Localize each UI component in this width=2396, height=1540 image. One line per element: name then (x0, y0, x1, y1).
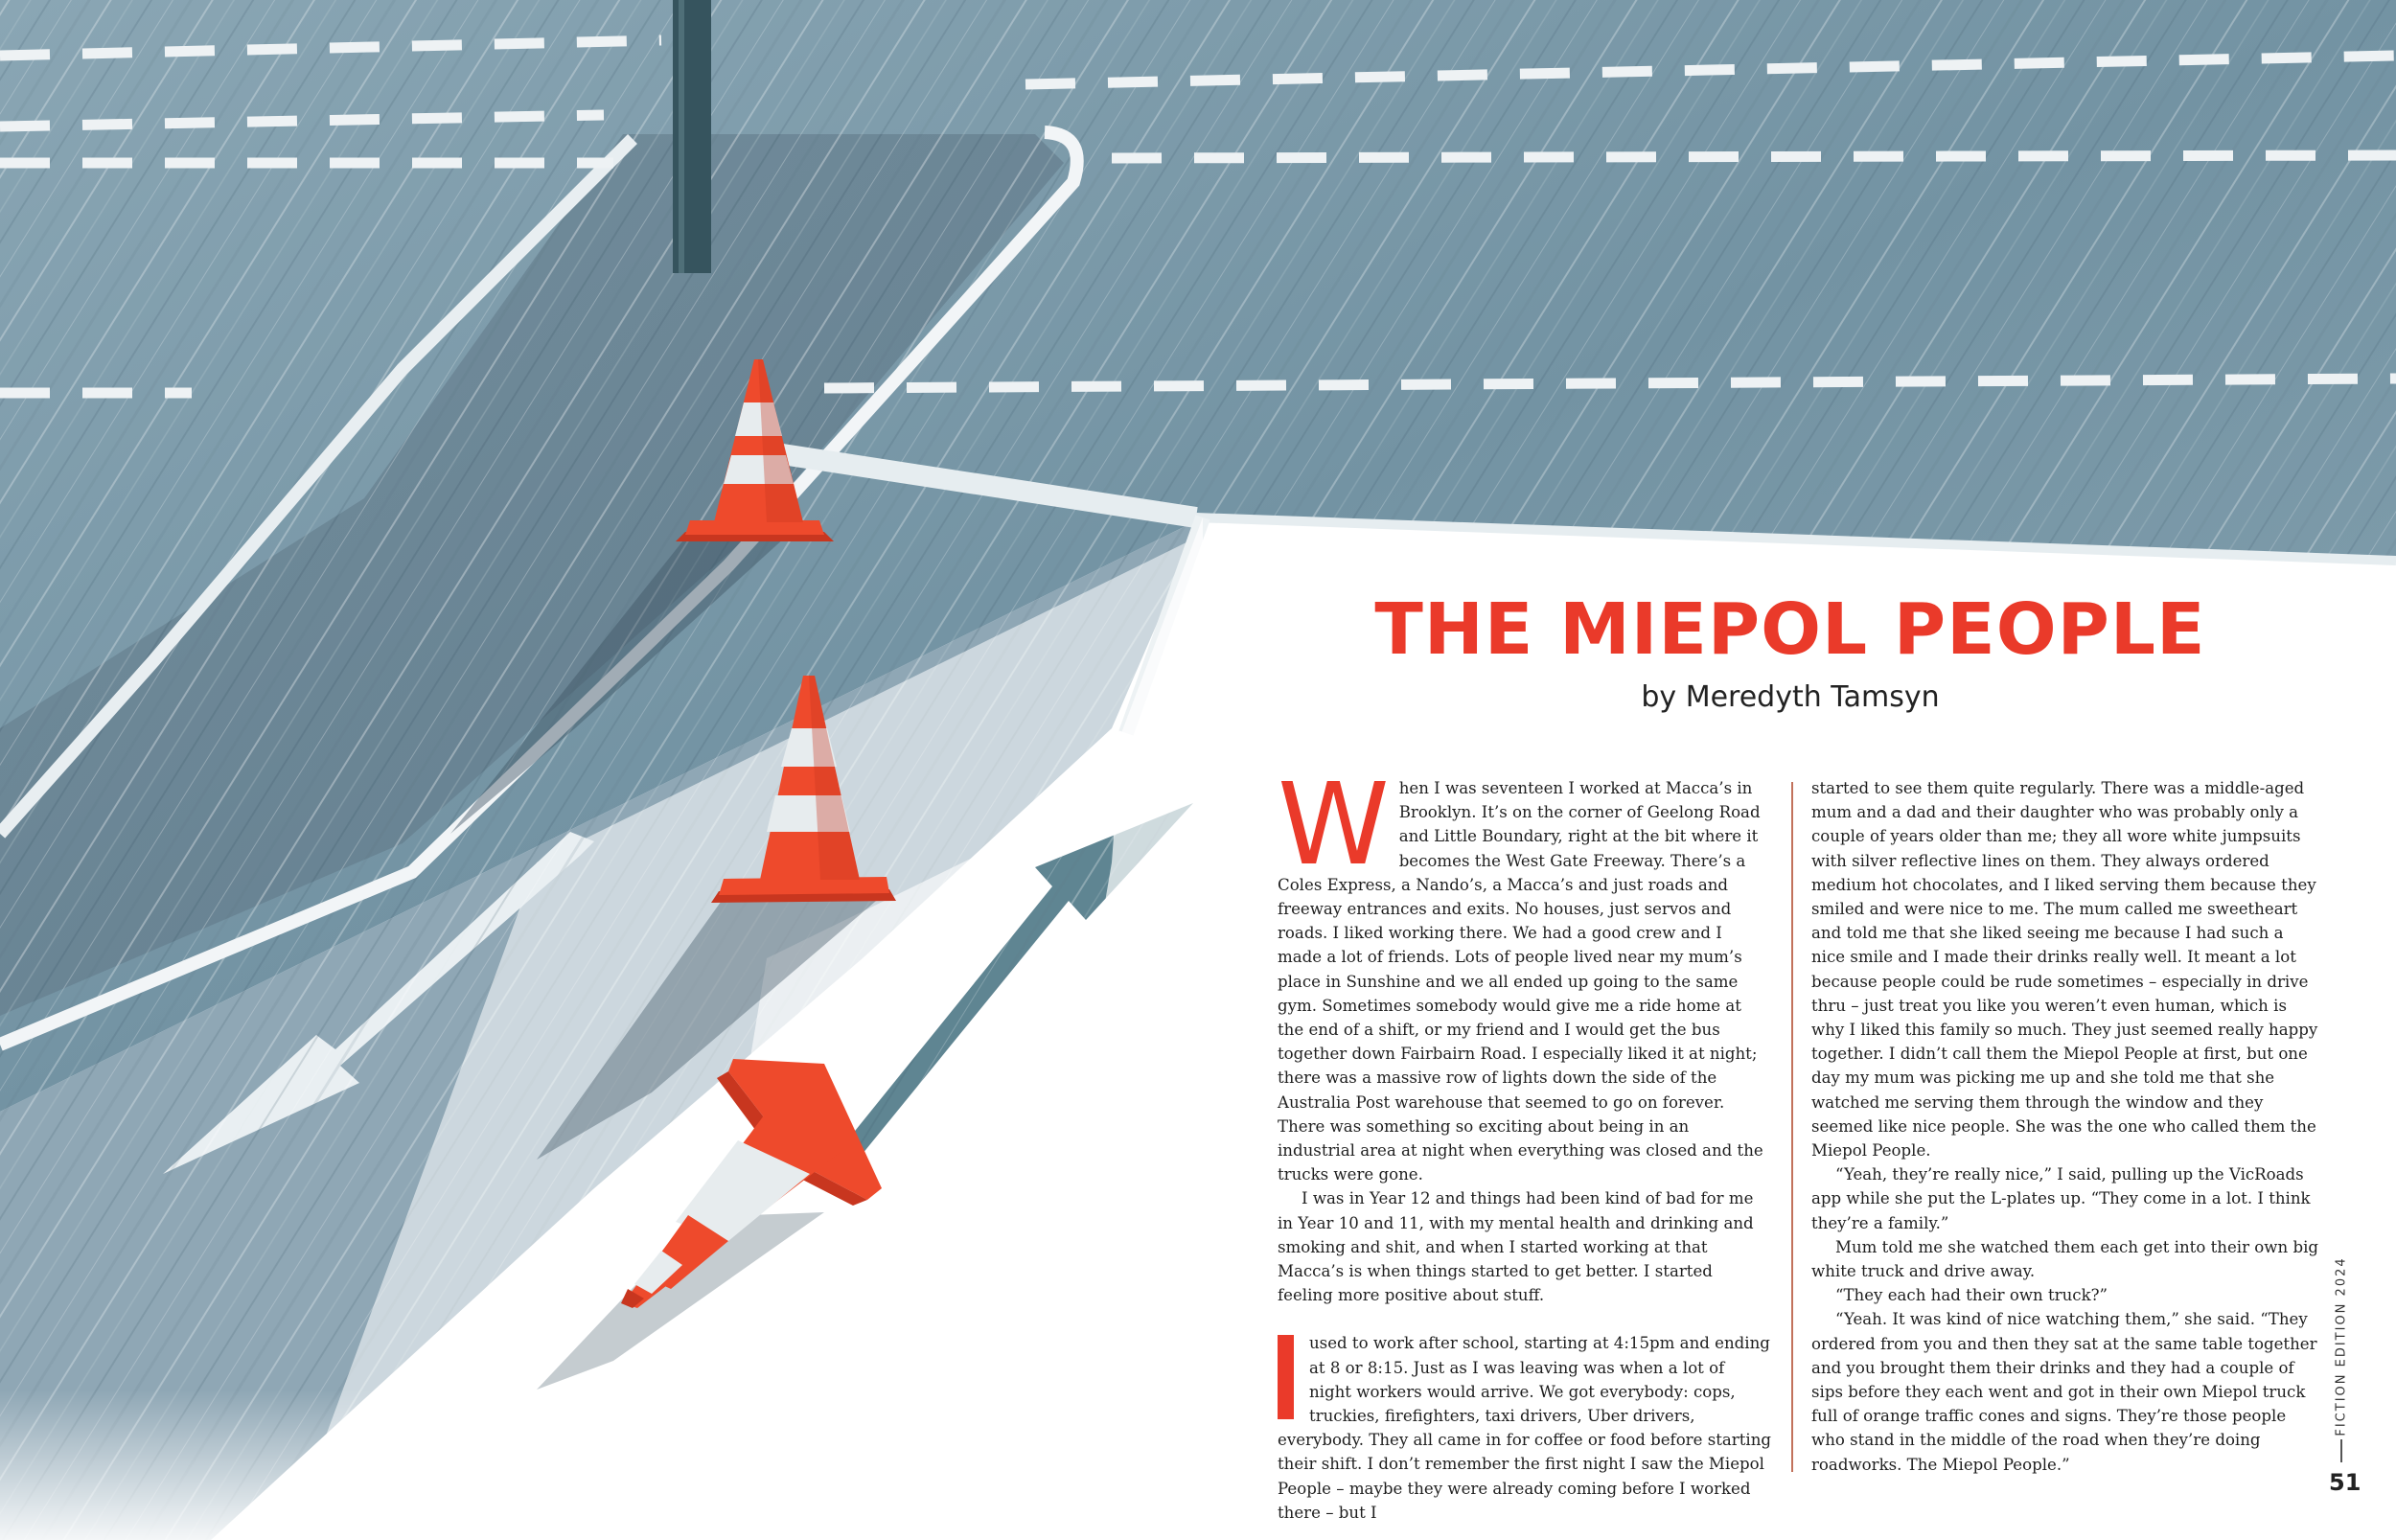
drop-cap: W (1278, 758, 1390, 890)
drop-cap (1278, 1335, 1294, 1419)
folio-divider (2340, 1439, 2342, 1462)
article-paragraph: I was in Year 12 and things had been kind of bad for me in Year 10 and 11, with my mental health and drinking and smoking and shit, and when I started working at that Macca’s is when things started to get better. I started feeling more positive about stuff. (1278, 1189, 1754, 1305)
column-divider (1791, 782, 1793, 1472)
article-paragraph: started to see them quite regularly. There was a middle-aged mum and a dad and their daughter who was probably only a couple of years older than me; they all wore white jumpsuits with silver reflective lines on them. They always ordered medium hot chocolates, and I liked serving them because they smiled and were nice to me. The mum called me sweetheart and told me that she liked seeing me because I had such a nice smile and I made their drinks really well. It meant a lot because people could be rude sometimes – especially in drive thru – just treat you like you weren’t even human, which is why I liked this family so much. They just seemed really happy together. I didn’t call them the Miepol People at first, but one day my mum was picking me up and she told me that she watched me serving them through the window and they seemed like nice people. She was the one who called them the Miepol People. (1811, 779, 2318, 1161)
article-column-1 (1278, 758, 1772, 1525)
article-paragraph: Mum told me she watched them each get into their own big white truck and drive away. (1811, 1237, 2319, 1281)
paragraph-text: used to work after school, starting at 4:15pm and ending at 8 or 8:15. Just as I was leaving was when a lot of night workers would arrive. We got everybody: cops, truckies, firefighters, taxi drivers, Uber drivers, everybody. They all came in for coffee or food before starting their shift. I don’t remember the first night I saw the Miepol People – maybe they were already coming before I worked there – but I (1278, 1334, 1772, 1522)
page-number: 51 (2329, 1469, 2361, 1496)
edition-label: FICTION EDITION 2024 (2334, 1256, 2349, 1437)
paragraph-text: hen I was seventeen I worked at Macca’s in Brooklyn. It’s on the corner of Geelong Road and Little Boundary, right at the bit where it becomes the West Gate Freeway. There’s a Coles Express, a Nando’s, a Macca’s and just roads and freeway entrances and exits. No houses, just servos and roads. I liked working there. We had a good crew and I made a lot of friends. Lots of people lived near my mum’s place in Sunshine and we all ended up going to the same gym. Sometimes somebody would give me a ride home at the end of a shift, or my friend and I would get the bus together down Fairbairn Road. I especially liked it at night; there was a massive row of lights down the side of the Australia Post warehouse that seemed to go on forever. There was something so exciting about being in an industrial area at night when everything was closed and the trucks were gone. (1278, 779, 1763, 1184)
article-paragraph: “They each had their own truck?” (1835, 1286, 2108, 1305)
article-paragraph (1278, 758, 1771, 1186)
article-paragraph (1278, 1331, 1771, 1525)
article-column-2 (1811, 776, 2319, 1477)
article-paragraph: “Yeah. It was kind of nice watching them,” she said. “They ordered from you and then they sat at the same table together and you brought them their drinks and they had a couple of sips before they each went and got in their own Miepol truck full of orange traffic cones and signs. They’re those people who stand in the middle of the road when they’re doing roadworks. The Miepol People.” (1811, 1310, 2317, 1474)
article-byline: by Meredyth Tamsyn (1641, 680, 1940, 714)
article-title: THE MIEPOL PEOPLE (1374, 588, 2206, 671)
article-paragraph: “Yeah, they’re really nice,” I said, pulling up the VicRoads app while she put the L-plates up. “They come in a lot. I think they’re a family.” (1811, 1165, 2311, 1232)
